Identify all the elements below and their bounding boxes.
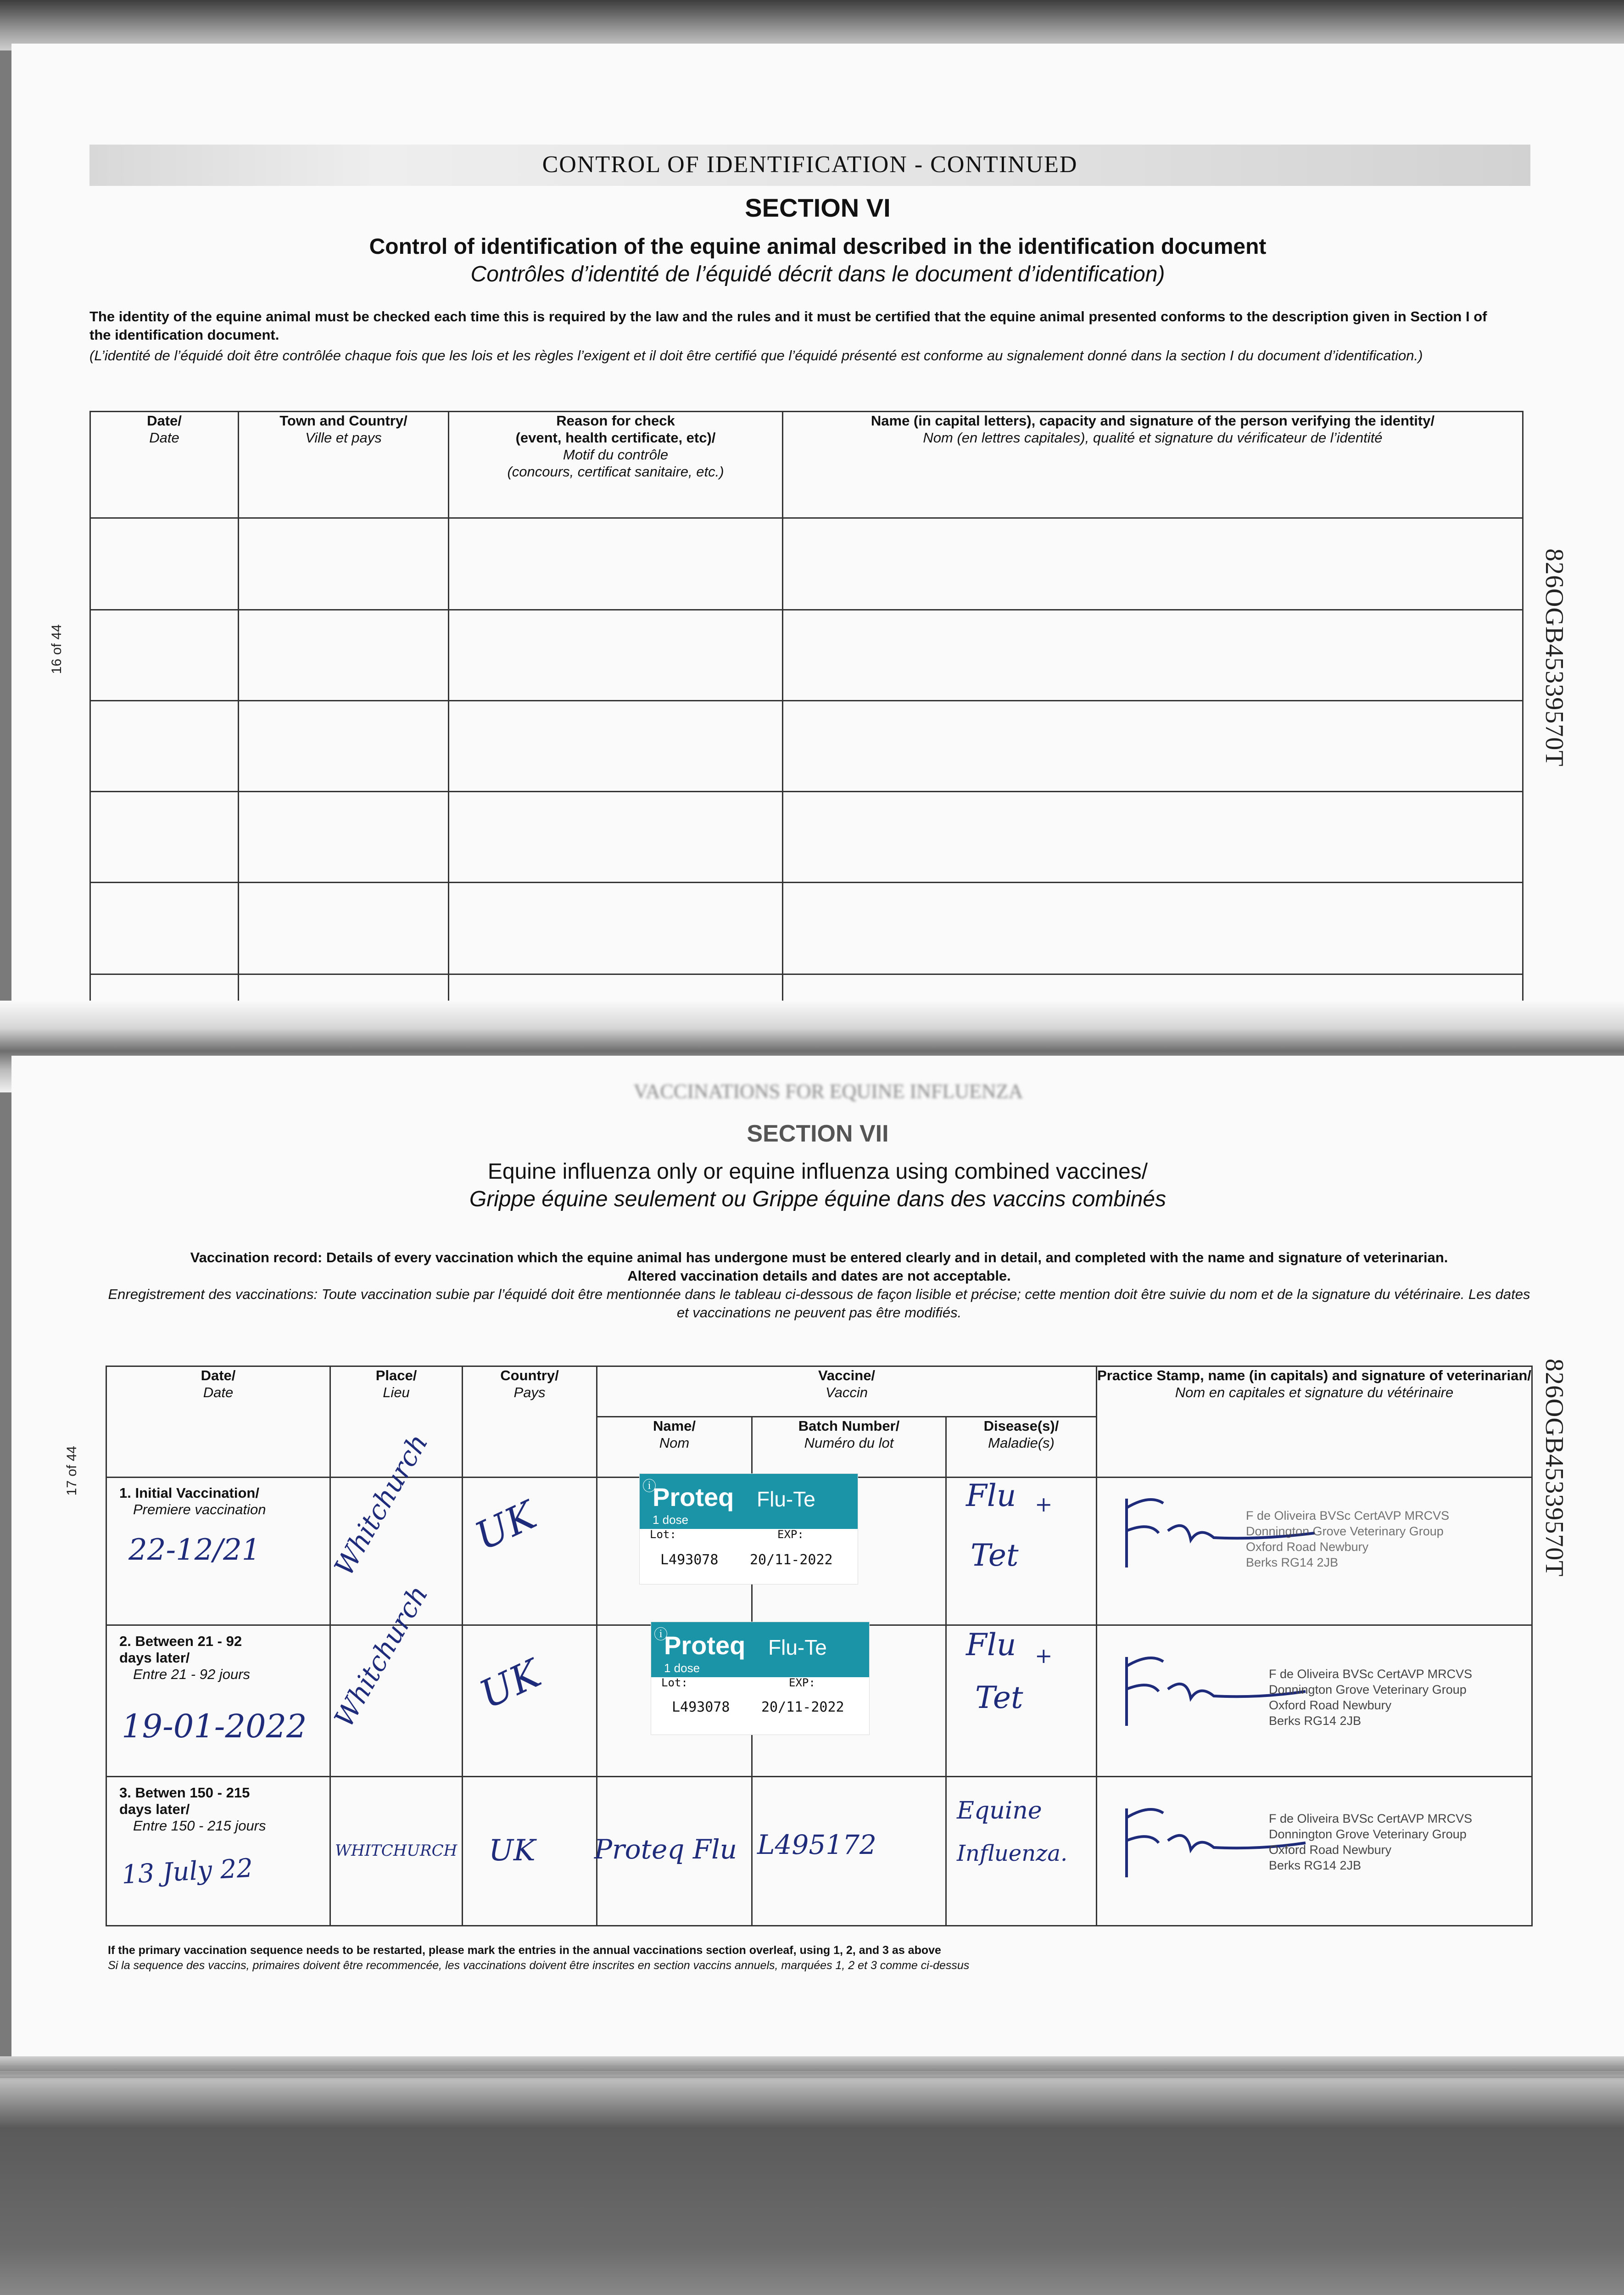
sticker-dose: 1 dose xyxy=(664,1661,700,1675)
section-title: SECTION VII xyxy=(747,1120,889,1147)
col-date: Date/ Date xyxy=(106,1366,330,1478)
heading-en: Control of identification of the equine animal described in the identification document xyxy=(369,235,1267,259)
row2-country: UK xyxy=(473,1651,547,1718)
col-disease: Disease(s)/ Maladie(s) xyxy=(946,1417,1097,1478)
sticker-exp-label: EXP: xyxy=(789,1676,815,1689)
sticker-header xyxy=(651,1622,869,1677)
row1-practice-stamp: F de Oliveira BVSc CertAVP MRCVS Donnington Grove Veterinary Group Oxford Road Newbury Berks RG14 2JB xyxy=(1246,1509,1450,1569)
row3-date: 13 July 22 xyxy=(121,1853,254,1890)
row3-vaccine-name: Proteq Flu xyxy=(594,1834,737,1865)
row2-disease-2: Tet xyxy=(975,1680,1023,1715)
row1-disease-1: Flu xyxy=(966,1478,1016,1513)
sticker-brand: Proteq xyxy=(653,1483,734,1511)
side-id: 826OGB45339570T xyxy=(1540,1359,1568,1577)
row1-place: Whitchurch xyxy=(328,1428,434,1581)
row3-label: 3. Betwen 150 - 215 days later/ Entre 150 - 215 jours xyxy=(119,1785,266,1834)
row1-date: 22-12/21 xyxy=(128,1533,261,1567)
sticker-product: Flu-Te xyxy=(757,1487,815,1511)
intro-en: Vaccination record: Details of every vaccination which the equine animal has undergone must be entered clearly and in detail, and completed with the name and signature of veterinarian. Altered vaccination details and dates are not acceptable. xyxy=(190,1249,1448,1284)
col-place: Place/ Lieu xyxy=(330,1366,463,1478)
footnote-en: If the primary vaccination sequence needs to be restarted, please mark the entries in the annual vaccinations section overleaf, using 1, 2, and 3 as above xyxy=(108,1944,941,1957)
page-edge-line xyxy=(0,2071,1624,2072)
sticker-lot-label: Lot: xyxy=(661,1676,688,1689)
col-vaccine: Vaccine/ Vaccin xyxy=(597,1366,1097,1417)
sticker-exp-label: EXP: xyxy=(777,1528,804,1541)
table-row xyxy=(90,792,1523,883)
intro-en: The identity of the equine animal must be checked each time this is required by the law and the rules and it must be certified that the equine animal presented conforms to the description given in Section I of the identification document. xyxy=(89,308,1487,343)
page-17 xyxy=(11,1056,1624,2059)
heading-fr: Grippe équine seulement ou Grippe équine dans des vaccins combinés xyxy=(469,1187,1166,1211)
scan-top-edge xyxy=(0,0,1624,50)
row2-vaccine-sticker xyxy=(651,1622,870,1735)
heading-en: Equine influenza only or equine influenza using combined vaccines/ xyxy=(487,1159,1148,1184)
sticker-brand: Proteq xyxy=(664,1631,746,1660)
section-title: SECTION VI xyxy=(745,193,891,222)
page-number: 16 of 44 xyxy=(49,624,64,674)
row2-label: 2. Between 21 - 92 days later/ Entre 21 - 92 jours xyxy=(119,1633,251,1682)
page-16 xyxy=(11,44,1624,1053)
col-town: Town and Country/ Ville et pays xyxy=(239,412,449,518)
col-batch: Batch Number/ Numéro du lot xyxy=(752,1417,946,1478)
row1-country: UK xyxy=(468,1492,543,1559)
table-row xyxy=(90,518,1523,610)
footnote-fr: Si la sequence des vaccins, primaires doivent être recommencée, les vaccinations doivent être inscrites en section vaccins annuels, marquées 1, 2 et 3 comme ci-dessus xyxy=(108,1959,970,1972)
row1-label: 1. Initial Vaccination/ Premiere vaccination xyxy=(119,1485,266,1517)
sticker-header xyxy=(640,1474,858,1529)
col-reason: Reason for check (event, health certificate, etc)/ Motif du contrôle (concours, certificat sanitaire, etc.) xyxy=(449,412,783,518)
row1-disease-2: Tet xyxy=(971,1538,1019,1573)
table-row xyxy=(90,610,1523,701)
sticker-product: Flu-Te xyxy=(768,1635,827,1659)
col-vaccine-name: Name/ Nom xyxy=(597,1417,752,1478)
info-icon: ⓘ xyxy=(642,1479,656,1494)
intro-fr: (L’identité de l’équidé doit être contrôlée chaque fois que les lois et les règles l’exigent et il doit être certifié que l’équidé présenté est conforme au signalement donné dans la section I du document d’identification.) xyxy=(89,347,1423,364)
col-verifier: Name (in capital letters), capacity and signature of the person verifying the identity/ Nom (en lettres capitales), qualité et signature du vérificateur de l’identité xyxy=(783,412,1523,518)
heading-fr: Contrôles d’identité de l’équidé décrit dans le document d’identification) xyxy=(470,262,1165,286)
section-banner: VACCINATIONS FOR EQUINE INFLUENZA xyxy=(633,1080,1023,1103)
row3-country: UK xyxy=(489,1834,536,1868)
sticker-lot-label: Lot: xyxy=(650,1528,676,1541)
scan-bottom-edge xyxy=(0,2056,1624,2295)
row3-practice-stamp: F de Oliveira BVSc CertAVP MRCVS Donnington Grove Veterinary Group Oxford Road Newbury Berks RG14 2JB xyxy=(1269,1812,1473,1872)
row2-practice-stamp: F de Oliveira BVSc CertAVP MRCVS Donnington Grove Veterinary Group Oxford Road Newbury Berks RG14 2JB xyxy=(1269,1667,1473,1728)
row2-disease-1: Flu xyxy=(966,1627,1016,1662)
page-edge-line xyxy=(0,2066,1624,2067)
row2-place: Whitchurch xyxy=(328,1580,434,1732)
identity-check-table xyxy=(89,411,1524,1044)
row2-disease-plus: + xyxy=(1035,1643,1053,1668)
intro-fr: Enregistrement des vaccinations: Toute vaccination subie par l’équidé doit être mentionnée dans le tableau ci-dessous de façon lisible et précise; cette mention doit être suivie du nom et de la signature du vétérinaire. Les dates et vaccinations ne peuvent pas être modifiés. xyxy=(108,1286,1530,1321)
info-icon: ⓘ xyxy=(654,1627,668,1642)
col-country: Country/ Pays xyxy=(463,1366,597,1478)
page-edge-line xyxy=(0,2077,1624,2078)
sticker-lot: L493078 xyxy=(672,1699,730,1715)
row3-disease-1: Equine xyxy=(957,1797,1042,1825)
side-id: 826OGB45339570T xyxy=(1540,549,1568,767)
section-banner: CONTROL OF IDENTIFICATION - CONTINUED xyxy=(542,151,1078,178)
row1-disease-plus: + xyxy=(1035,1492,1053,1517)
row3-batch: L495172 xyxy=(757,1829,876,1860)
sticker-exp: 20/11-2022 xyxy=(761,1699,844,1715)
sticker-exp: 20/11-2022 xyxy=(750,1552,833,1568)
row3-place: WHITCHURCH xyxy=(335,1842,458,1860)
table-row xyxy=(90,701,1523,792)
sticker-lot: L493078 xyxy=(660,1552,719,1568)
row2-date: 19-01-2022 xyxy=(122,1707,307,1745)
table-row xyxy=(90,883,1523,974)
page-number: 17 of 44 xyxy=(64,1446,79,1496)
col-practice-stamp: Practice Stamp, name (in capitals) and signature of veterinarian/ Nom en capitales et signature du vétérinaire xyxy=(1097,1366,1532,1478)
row1-vaccine-sticker xyxy=(639,1473,858,1584)
row3-disease-2: Influenza. xyxy=(957,1841,1068,1866)
col-date: Date/ Date xyxy=(90,412,239,518)
sticker-dose: 1 dose xyxy=(653,1513,689,1527)
